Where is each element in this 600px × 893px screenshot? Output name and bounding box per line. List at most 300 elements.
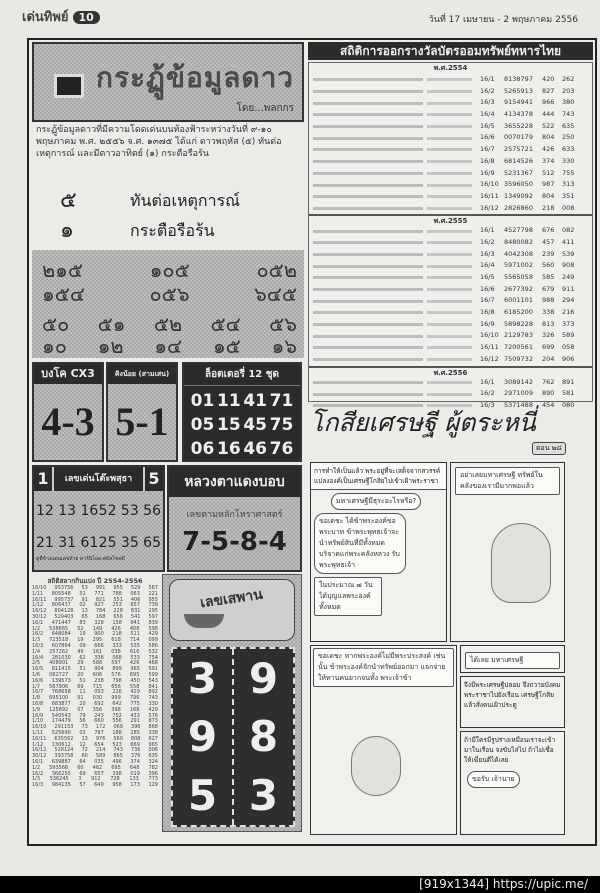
lottery-number: 15 xyxy=(216,415,241,435)
stats-cell: 912 xyxy=(91,776,101,783)
table-row xyxy=(309,74,592,86)
table-cell: 203 xyxy=(562,86,575,95)
table-cell: 0070179 xyxy=(504,133,533,142)
stats-cell: 149 xyxy=(92,625,103,632)
stats-cell: 591 xyxy=(148,666,158,673)
stats-cell: 538665 xyxy=(49,625,69,632)
stats-cell: 1/2 xyxy=(32,764,41,771)
stats-cell: 226 xyxy=(112,689,122,696)
stats-cell: 139573 xyxy=(51,677,71,684)
stats-cell: 429 xyxy=(130,689,140,696)
table-cell: 2971009 xyxy=(504,389,533,398)
stats-cell: 695 xyxy=(111,764,121,771)
highlight-number: ๑ xyxy=(60,218,74,243)
table-cell: 16/10 xyxy=(480,331,499,340)
stats-cell: 52 xyxy=(77,625,84,632)
stats-cell: 511 xyxy=(130,631,140,638)
table-cell: 539 xyxy=(562,249,575,258)
stats-cell: 16/11 xyxy=(32,596,47,603)
stats-cell: 73 xyxy=(81,724,88,731)
stats-cell: 356 xyxy=(92,706,103,713)
stats-cell: 991 xyxy=(95,585,106,591)
comic-caption: จึงมีพระเศรษฐีปลอม จึงถวายบังคมพระราชาไปยังเรือน เศรษฐีโกสิย แล้วสั่งคนเฝ้าประตู xyxy=(464,681,561,709)
stats-cell: 695100 xyxy=(49,695,69,702)
lottery-number: 01 xyxy=(190,391,215,411)
sepan-digit: 5 xyxy=(187,771,218,821)
stats-cell: 16/10 xyxy=(32,585,47,591)
stats-cell: 999 xyxy=(111,695,121,702)
stats-cell: 3 xyxy=(78,776,82,783)
table-cell: 635 xyxy=(562,121,575,130)
table-cell: 16/2 xyxy=(480,86,495,95)
stats-cell: 13 xyxy=(81,608,88,615)
savings-table xyxy=(308,62,593,409)
table-cell: 3596050 xyxy=(504,180,533,189)
pair-number: ๑๐ xyxy=(42,334,67,358)
stats-cell: 900 xyxy=(94,631,104,638)
lek-sepan-box xyxy=(162,574,302,832)
stats-cell: 408901 xyxy=(49,660,69,667)
table-cell: 522 xyxy=(542,121,555,130)
image-host-footer: [919x1344] https://upic.me/ xyxy=(0,876,600,893)
stats-cell: 927 xyxy=(94,602,104,609)
stats-cell: 941 xyxy=(130,619,140,626)
stats-cell: 20 xyxy=(77,671,84,678)
stats-cell: 528124 xyxy=(54,747,74,754)
stats-cell: 1/10 xyxy=(32,718,44,725)
lucky-numbers: 52 53 56 xyxy=(98,503,161,519)
highlight-text: ทันต่อเหตุการณ์ xyxy=(130,191,240,210)
stats-cell: 560 xyxy=(113,735,123,742)
stats-cell: 082727 xyxy=(49,671,69,678)
stats-cell: 295 xyxy=(92,637,103,644)
stats-cell: 2/5 xyxy=(32,660,41,667)
stats-cell: 606 xyxy=(92,671,103,678)
stats-cell: 406 xyxy=(130,596,141,603)
table-cell: 351 xyxy=(562,191,575,200)
table-cell: 16/6 xyxy=(480,284,495,293)
stats-cell: 1/2 xyxy=(32,625,41,632)
pair-number: ๑๕ xyxy=(212,334,241,358)
stats-cell: 543 xyxy=(148,677,158,684)
lottery-number: 71 xyxy=(269,391,294,411)
stats-cell: 12 xyxy=(79,741,86,748)
stats-cell: 125692 xyxy=(49,706,69,713)
stats-cell: 654 xyxy=(94,741,104,748)
table-cell: 5231367 xyxy=(504,168,533,177)
table-row xyxy=(309,354,592,366)
stats-cell: 333 xyxy=(112,642,122,649)
table-cell: 891 xyxy=(562,377,575,386)
stats-cell: 728 xyxy=(110,776,120,783)
table-cell: 813 xyxy=(542,319,555,328)
stats-table xyxy=(32,576,158,832)
stats-cell: 723518 xyxy=(49,637,69,644)
year-label: พ.ศ.2554 xyxy=(433,64,468,72)
stats-cell: 1/12 xyxy=(32,741,44,748)
stats-cell: 20 xyxy=(79,700,86,707)
stats-cell: 30/12 xyxy=(32,753,47,760)
stats-cell: 168 xyxy=(95,613,106,620)
speech-bubble: ขอเดชะ หากพระองค์ไม่มีพระประสงค์ เช่นนั้น ข้าพระองค์จักนำทรัพย์ออกมา แจกจ่ายให้ทานคนยากจนทั้ง พระเจ้าข้า xyxy=(313,648,454,687)
stats-cell: 450 xyxy=(130,677,140,684)
stats-cell: 243 xyxy=(94,712,104,719)
stats-cell: 429 xyxy=(148,631,158,638)
comic-panel-5 xyxy=(460,676,565,728)
stats-cell: 91 xyxy=(81,596,88,603)
comic-panel-1 xyxy=(310,462,447,642)
computer-icon xyxy=(54,74,84,98)
stats-cell: 83 xyxy=(79,619,86,626)
table-cell: 16/7 xyxy=(480,296,495,305)
comic-episode: ตอน ๒๘ xyxy=(532,442,566,455)
luangta-subtitle: เลขตามหลักโหราศาสตร์ xyxy=(186,510,283,520)
table-cell: 058 xyxy=(562,343,575,352)
stats-cell: 53 xyxy=(81,585,88,591)
stats-cell: 752 xyxy=(112,712,122,719)
comic-caption: อย่าเลยมหาเศรษฐี ทรัพย์ในคลังของเรามีมากพอแล้ว xyxy=(455,467,560,495)
stats-cell: 635 xyxy=(148,753,158,760)
table-cell: 16/4 xyxy=(480,261,495,270)
table-cell: 5565058 xyxy=(504,273,533,281)
stats-cell: 429 xyxy=(148,706,158,713)
stats-cell: 496 xyxy=(112,758,122,765)
stats-cell: 019 xyxy=(130,770,140,777)
lottery-title: ล็อตเตอรี่ 12 ชุด xyxy=(184,364,300,386)
stats-cell: 831 xyxy=(130,608,141,615)
table-cell: 699 xyxy=(542,343,555,352)
stats-row xyxy=(32,783,158,789)
stats-cell: 336 xyxy=(94,654,104,661)
lucky-box xyxy=(32,465,165,572)
lottery-number: 05 xyxy=(190,415,215,435)
comic-caption: ในประมาณ ๗ วัน ได้บุญแลพระองค์ทั้งหมด xyxy=(314,577,382,616)
luangta-value: 7-5-8-4 xyxy=(182,527,287,557)
stats-cell: 1/6 xyxy=(32,671,41,678)
table-cell: 249 xyxy=(562,273,575,281)
stats-cell: 57 xyxy=(79,782,86,789)
stats-cell: 1/4 xyxy=(32,648,41,655)
stats-cell: 523 xyxy=(112,741,122,748)
lottery-number: 45 xyxy=(243,415,267,435)
table-cell: 4042308 xyxy=(504,249,533,258)
character-illustration xyxy=(351,736,401,796)
stats-cell: 035 xyxy=(94,758,104,765)
stats-cell: 16/8 xyxy=(32,700,44,707)
stats-cell: 958 xyxy=(112,782,122,789)
stats-cell: 588 xyxy=(92,660,103,667)
stats-cell: 635562 xyxy=(54,735,74,742)
lottery-number: 41 xyxy=(243,391,267,411)
stats-cell: 768658 xyxy=(51,689,71,696)
stats-cell: 16/4 xyxy=(32,654,44,661)
stats-cell: 426 xyxy=(129,660,140,667)
stats-cell: 295 xyxy=(148,608,158,615)
year-label: พ.ศ.2555 xyxy=(309,214,592,225)
stats-cell: 782 xyxy=(148,764,158,771)
stats-cell: 16/3 xyxy=(32,782,44,789)
stats-cell: 16/1 xyxy=(32,758,44,765)
stats-cell: 1/3 xyxy=(32,637,41,644)
table-cell: 374 xyxy=(542,156,555,165)
stats-cell: 408 xyxy=(129,625,140,632)
sepan-digit: 3 xyxy=(248,771,279,821)
table-row xyxy=(309,307,592,319)
stats-cell: 984135 xyxy=(51,782,71,789)
table-cell: 4527798 xyxy=(504,226,533,235)
stats-cell: 576 xyxy=(111,671,121,678)
table-cell: 218 xyxy=(542,203,555,212)
stats-cell: 787 xyxy=(94,729,104,736)
lottery-number: 76 xyxy=(269,439,294,459)
stats-cell: 11 xyxy=(79,689,86,696)
stats-cell: 324 xyxy=(148,758,158,765)
stats-cell: 006 xyxy=(148,747,158,754)
stats-cell: 873 xyxy=(148,718,158,725)
stats-cell: 291 xyxy=(130,718,140,725)
table-cell: 16/9 xyxy=(480,168,495,177)
star-data-banner xyxy=(32,42,304,122)
table-row xyxy=(309,86,592,98)
stats-cell: 1/11 xyxy=(32,729,44,736)
table-cell: 585 xyxy=(542,273,555,281)
issue-date: วันที่ 17 เมษายน - 2 พฤษภาคม 2556 xyxy=(428,15,578,25)
table-cell: 16/4 xyxy=(480,110,495,119)
table-cell: 16/12 xyxy=(480,354,499,363)
stats-cell: 173 xyxy=(130,782,140,789)
stats-cell: 715 xyxy=(92,683,103,690)
stats-cell: 955 xyxy=(113,585,123,591)
stats-cell: 567 xyxy=(148,585,158,591)
stats-cell: 285 xyxy=(130,729,140,736)
stats-cell: 1/8 xyxy=(32,695,41,702)
stats-cell: 796 xyxy=(129,695,140,702)
table-cell: 16/5 xyxy=(480,121,495,130)
table-cell: 16/8 xyxy=(480,308,495,317)
lucky-numbers: 12 13 16 xyxy=(36,503,99,519)
stats-cell: 129 xyxy=(148,782,158,789)
table-cell: 373 xyxy=(562,319,575,328)
lucky-left-digit: 1 xyxy=(34,467,54,491)
stats-cell: 281030 xyxy=(51,654,71,661)
stats-cell: 648084 xyxy=(51,631,71,638)
stats-cell: 79 xyxy=(79,712,86,719)
stats-cell: 398 xyxy=(112,770,122,777)
stats-cell: 618 xyxy=(111,637,121,644)
table-row xyxy=(309,121,592,133)
lucky-right-digit: 5 xyxy=(143,467,163,491)
stats-cell: 038 xyxy=(111,648,121,655)
stats-cell: 736 xyxy=(130,747,141,754)
stats-cell: 639887 xyxy=(51,758,71,765)
stats-cell: 433 xyxy=(130,712,140,719)
lottery-number: 16 xyxy=(216,439,241,459)
stats-cell: 398 xyxy=(111,706,121,713)
stats-cell: 533 xyxy=(130,654,140,661)
speech-bubble: ขอเดชะ ได้ข้าพระองค์ขอพระบาท ข้าพระพุทธเจ้าจะนำทรัพย์สินที่มีทั้งหมด บริจาคแก่พระคลังหลวง รับพระพุทธเจ้า xyxy=(314,513,406,574)
stats-cell: 16/6 xyxy=(32,677,44,684)
stats-cell: 214 xyxy=(95,747,106,754)
speech-bubble: ได้เลย มหาเศรษฐี xyxy=(465,652,560,669)
stats-cell: 60 xyxy=(77,764,84,771)
table-cell: 966 xyxy=(542,98,555,107)
table-row xyxy=(309,342,592,354)
table-row xyxy=(309,144,592,156)
stats-cell: 599 xyxy=(148,671,158,678)
table-cell: 411 xyxy=(562,237,575,246)
lucky-note: ดูที่ข้างแดนเลขท้าย คาร์นิโอล-สหัสโชคดี xyxy=(36,556,125,562)
stats-cell: 393758 xyxy=(54,753,74,760)
stats-cell: 739 xyxy=(148,602,158,609)
stats-cell: 02 xyxy=(79,602,86,609)
stats-cell: 953756 xyxy=(54,585,74,591)
stats-cell: 576 xyxy=(148,712,158,719)
stats-cell: 868 xyxy=(148,724,158,731)
stats-cell: 462 xyxy=(92,764,103,771)
pair-number: ๕๑ xyxy=(97,312,126,336)
stats-cell: 09 xyxy=(79,642,86,649)
stats-cell: 16/2 xyxy=(32,631,44,638)
stats-cell: 376 xyxy=(130,753,141,760)
stats-cell: 683877 xyxy=(51,700,71,707)
table-cell: 3655228 xyxy=(504,121,533,130)
stats-cell: 069 xyxy=(113,724,123,731)
table-cell: 679 xyxy=(542,284,555,293)
stats-cell: 743 xyxy=(148,695,158,702)
lottery-number: 11 xyxy=(216,391,241,411)
table-cell: 2575721 xyxy=(504,145,533,154)
publication-name: เด่นทิพย์ xyxy=(22,10,69,25)
stats-cell: 995737 xyxy=(54,596,74,603)
table-cell: 294 xyxy=(562,296,575,305)
stats-cell: 551 xyxy=(113,596,123,603)
table-row xyxy=(309,237,592,249)
table-cell: 008 xyxy=(562,203,575,212)
stats-cell: 535 xyxy=(130,642,140,649)
table-cell: 16/5 xyxy=(480,273,495,281)
table-cell: 16/11 xyxy=(480,343,499,352)
stats-cell: 158 xyxy=(112,619,122,626)
stats-cell: 892 xyxy=(148,689,158,696)
stats-cell: 784 xyxy=(95,608,106,615)
table-cell: 6001101 xyxy=(504,296,533,305)
table-cell: 743 xyxy=(562,110,575,119)
table-cell: 330 xyxy=(562,156,575,165)
stats-cell: 805548 xyxy=(51,590,71,597)
table-cell: 988 xyxy=(542,296,555,305)
table-cell: 827 xyxy=(542,86,555,95)
stats-cell: 1/9 xyxy=(32,706,41,713)
speech-bubble: มหาเศรษฐีมีธุระอะไรหรือ? xyxy=(331,493,421,510)
stats-cell: 133 xyxy=(129,776,139,783)
stats-cell: 07 xyxy=(77,706,84,713)
stats-cell: 51 xyxy=(79,677,86,684)
stats-cell: 808 xyxy=(130,735,141,742)
table-cell: 906 xyxy=(562,354,575,363)
stats-cell: 616 xyxy=(129,648,140,655)
stats-cell: 56 xyxy=(79,718,86,725)
table-cell: 426 xyxy=(542,145,555,154)
stats-cell: 468 xyxy=(148,660,158,667)
stats-cell: 743 xyxy=(113,747,123,754)
stats-cell: 16/3 xyxy=(32,642,44,649)
stats-cell: 65 xyxy=(81,613,88,620)
stats-cell: 366255 xyxy=(51,770,71,777)
page-number: 10 xyxy=(73,11,100,24)
stats-cell: 221 xyxy=(148,590,158,597)
kimnoi-title: คิงน้อย (สามเสน) xyxy=(108,364,176,384)
triple-number: ๑๕๔ xyxy=(42,282,85,306)
stats-cell: 253 xyxy=(112,602,122,609)
stats-cell: 60 xyxy=(81,753,88,760)
table-cell: 262 xyxy=(562,75,575,83)
stats-cell: 541 xyxy=(130,613,141,620)
speech-bubble: ขอรับ เจ้านาย xyxy=(467,771,520,788)
stats-cell: 16/1 xyxy=(32,619,44,626)
savings-table-title: สถิติการออกรางวัลบัตรออมทรัพย์ทหารไทย xyxy=(308,42,593,60)
stats-cell: 775 xyxy=(130,700,140,707)
stats-cell: 754 xyxy=(148,654,158,661)
stats-cell: 714 xyxy=(129,637,140,644)
table-row xyxy=(309,203,592,215)
comic-caption: การทำให้เป็นแล้ว พระอยู่ที่จะเสด็จจากสวรรค์ แปลงองค์เป็นเศรษฐีโกสิยไปเข้าเฝ้าพระราชา xyxy=(311,463,446,490)
table-cell: 3089142 xyxy=(504,377,533,386)
bongo-value: 4-3 xyxy=(41,399,95,444)
table-cell: 2129783 xyxy=(504,331,533,340)
table-cell: 5265913 xyxy=(504,86,533,95)
stats-cell: 13 xyxy=(81,735,88,742)
stats-cell: 965 xyxy=(130,666,140,673)
stats-cell: 51 xyxy=(79,590,86,597)
stats-cell: 798 xyxy=(112,677,122,684)
stats-cell: 30/12 xyxy=(32,613,47,620)
masthead xyxy=(22,6,100,27)
table-cell: 908 xyxy=(562,261,575,270)
table-cell: 16/2 xyxy=(480,389,495,398)
table-cell: 8138797 xyxy=(504,75,533,83)
table-row xyxy=(309,97,592,109)
stats-cell: 69 xyxy=(77,683,84,690)
stats-cell: 525690 xyxy=(51,729,71,736)
table-cell: 250 xyxy=(562,133,575,142)
lottery-box xyxy=(182,362,302,462)
table-cell: 512 xyxy=(542,168,555,177)
lek-sepan-title: เลขเสพาน xyxy=(199,586,264,612)
table-cell: 1349092 xyxy=(504,191,533,200)
stats-cell: 396 xyxy=(148,770,158,777)
table-cell: 16/3 xyxy=(480,249,495,258)
stats-cell: 598 xyxy=(148,625,158,632)
table-row xyxy=(309,330,592,342)
table-cell: 239 xyxy=(542,249,555,258)
stats-cell: 174479 xyxy=(51,718,71,725)
stats-cell: 899 xyxy=(112,666,122,673)
table-cell: 444 xyxy=(542,110,555,119)
table-cell: 633 xyxy=(562,145,575,154)
table-cell: 080 xyxy=(562,400,575,409)
stats-cell: 69 xyxy=(79,770,86,777)
table-cell: 804 xyxy=(542,191,555,200)
sepan-digit: 3 xyxy=(187,653,218,703)
table-cell: 16/8 xyxy=(480,156,495,165)
table-cell: 16/9 xyxy=(480,319,495,328)
stats-cell: 597 xyxy=(111,660,121,667)
stats-cell: 426 xyxy=(111,625,121,632)
table-cell: 9154941 xyxy=(504,98,533,107)
table-row xyxy=(309,260,592,272)
stats-cell: 130612 xyxy=(51,741,71,748)
table-cell: 16/3 xyxy=(480,98,495,107)
